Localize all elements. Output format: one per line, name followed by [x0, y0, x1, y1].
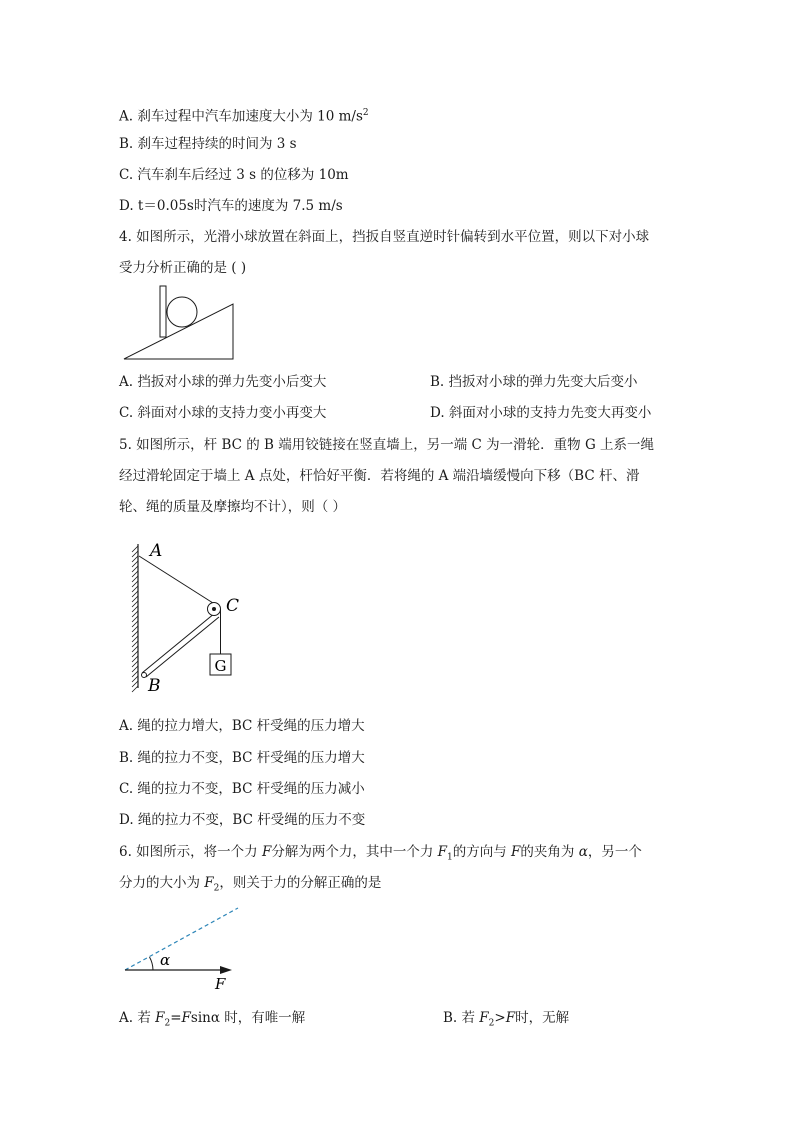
- wall-hatch-line: [132, 571, 138, 577]
- wall-hatch-line: [132, 636, 138, 642]
- wall-hatch-line: [132, 651, 138, 657]
- wall-hatch-line: [132, 626, 138, 632]
- wall-hatch-line: [132, 666, 138, 672]
- q4-option-d: D. 斜面对小球的支持力先变大再变小: [430, 405, 652, 421]
- wall-hatch-line: [132, 566, 138, 572]
- q6-stem-line1: 6. 如图所示，将一个力 F分解为两个力，其中一个力 $F_1$的方向与 F的夹角为 α，另一个: [119, 844, 642, 863]
- label-a: A: [150, 541, 163, 561]
- wall-hatch-line: [132, 661, 138, 667]
- q4-stem-line2: 受力分析正确的是 ( ): [119, 260, 247, 276]
- label-f: F: [215, 975, 226, 993]
- q6-figure-force-decomposition: [120, 902, 250, 994]
- wall-hatch-line: [132, 591, 138, 597]
- wall-hatch-line: [132, 611, 138, 617]
- q5-option-a: A. 绳的拉力增大，BC 杆受绳的压力增大: [119, 718, 365, 734]
- q4-stem-line1: 4. 如图所示，光滑小球放置在斜面上，挡扳自竖直逆时针偏转到水平位置，则以下对小球: [119, 229, 650, 245]
- q6-stem-line2: 分力的大小为 $F_2$，则关于力的分解正确的是: [119, 875, 382, 894]
- wall-hatch-line: [132, 546, 138, 552]
- q3-option-b: B. 刹车过程持续的时间为 3 s: [119, 136, 297, 152]
- q4-figure-incline-ball: [120, 284, 240, 364]
- label-g: G: [214, 657, 227, 675]
- wall-hatch-line: [132, 656, 138, 662]
- label-c: C: [226, 596, 240, 616]
- label-b: B: [148, 676, 161, 696]
- wall-hatch-line: [132, 671, 138, 677]
- q5-figure-wall-rod-pulley: [120, 536, 260, 696]
- wall-hatch-line: [132, 556, 138, 562]
- q4-option-b: B. 挡扳对小球的弹力先变大后变小: [430, 374, 638, 390]
- q5-option-c: C. 绳的拉力不变，BC 杆受绳的压力减小: [119, 781, 365, 797]
- q5-stem-line2: 经过滑轮固定于墙上 A 点处，杆恰好平衡．若将绳的 A 端沿墙缓慢向下移（BC 杆、滑: [119, 468, 640, 484]
- baffle-plate: [160, 286, 166, 337]
- f1-direction-dashed-line: [125, 908, 238, 970]
- wall-hatch-line: [132, 686, 138, 692]
- q3-option-d: D. t＝0.05s时汽车的速度为 7.5 m/s: [119, 198, 343, 214]
- wall-hatch-line: [132, 581, 138, 587]
- wall-hatch-line: [132, 681, 138, 687]
- q5-option-b: B. 绳的拉力不变，BC 杆受绳的压力增大: [119, 750, 365, 766]
- wall-hatch-line: [132, 561, 138, 567]
- q4-option-a: A. 挡扳对小球的弹力先变小后变大: [119, 374, 327, 390]
- wall-hatch-line: [132, 596, 138, 602]
- wall-hatch-line: [132, 631, 138, 637]
- wall-hatch-line: [132, 641, 138, 647]
- wall-hatch-line: [132, 606, 138, 612]
- wall-hatch-line: [132, 616, 138, 622]
- label-alpha: α: [160, 951, 171, 969]
- wall-hatch-line: [132, 576, 138, 582]
- wall-hatch-line: [132, 601, 138, 607]
- wall-hatch-line: [132, 676, 138, 682]
- wall-hatch-line: [132, 646, 138, 652]
- wall-hatch-line: [132, 551, 138, 557]
- q3-option-a: A. 刹车过程中汽车加速度大小为 10 $m/s^2$: [119, 108, 369, 125]
- q6-option-b: B. 若 $F_2>F$时，无解: [443, 1010, 570, 1029]
- q5-stem-line1: 5. 如图所示，杆 BC 的 B 端用铰链接在竖直墙上，另一端 C 为一滑轮．重物 G 上系一绳: [119, 437, 655, 453]
- smooth-ball: [167, 297, 197, 327]
- q5-option-d: D. 绳的拉力不变，BC 杆受绳的压力不变: [119, 812, 366, 828]
- q5-stem-line3: 轮、绳的质量及摩擦均不计），则（ ）: [119, 499, 347, 515]
- wall-hatch-line: [132, 586, 138, 592]
- wall-hatch-line: [132, 621, 138, 627]
- q3-option-c: C. 汽车刹车后经过 3 s 的位移为 10m: [119, 167, 349, 183]
- q6-option-a: A. 若 $F_2=Fsin\alpha$ 时，有唯一解: [119, 1010, 306, 1029]
- q4-option-c: C. 斜面对小球的支持力变小再变大: [119, 405, 327, 421]
